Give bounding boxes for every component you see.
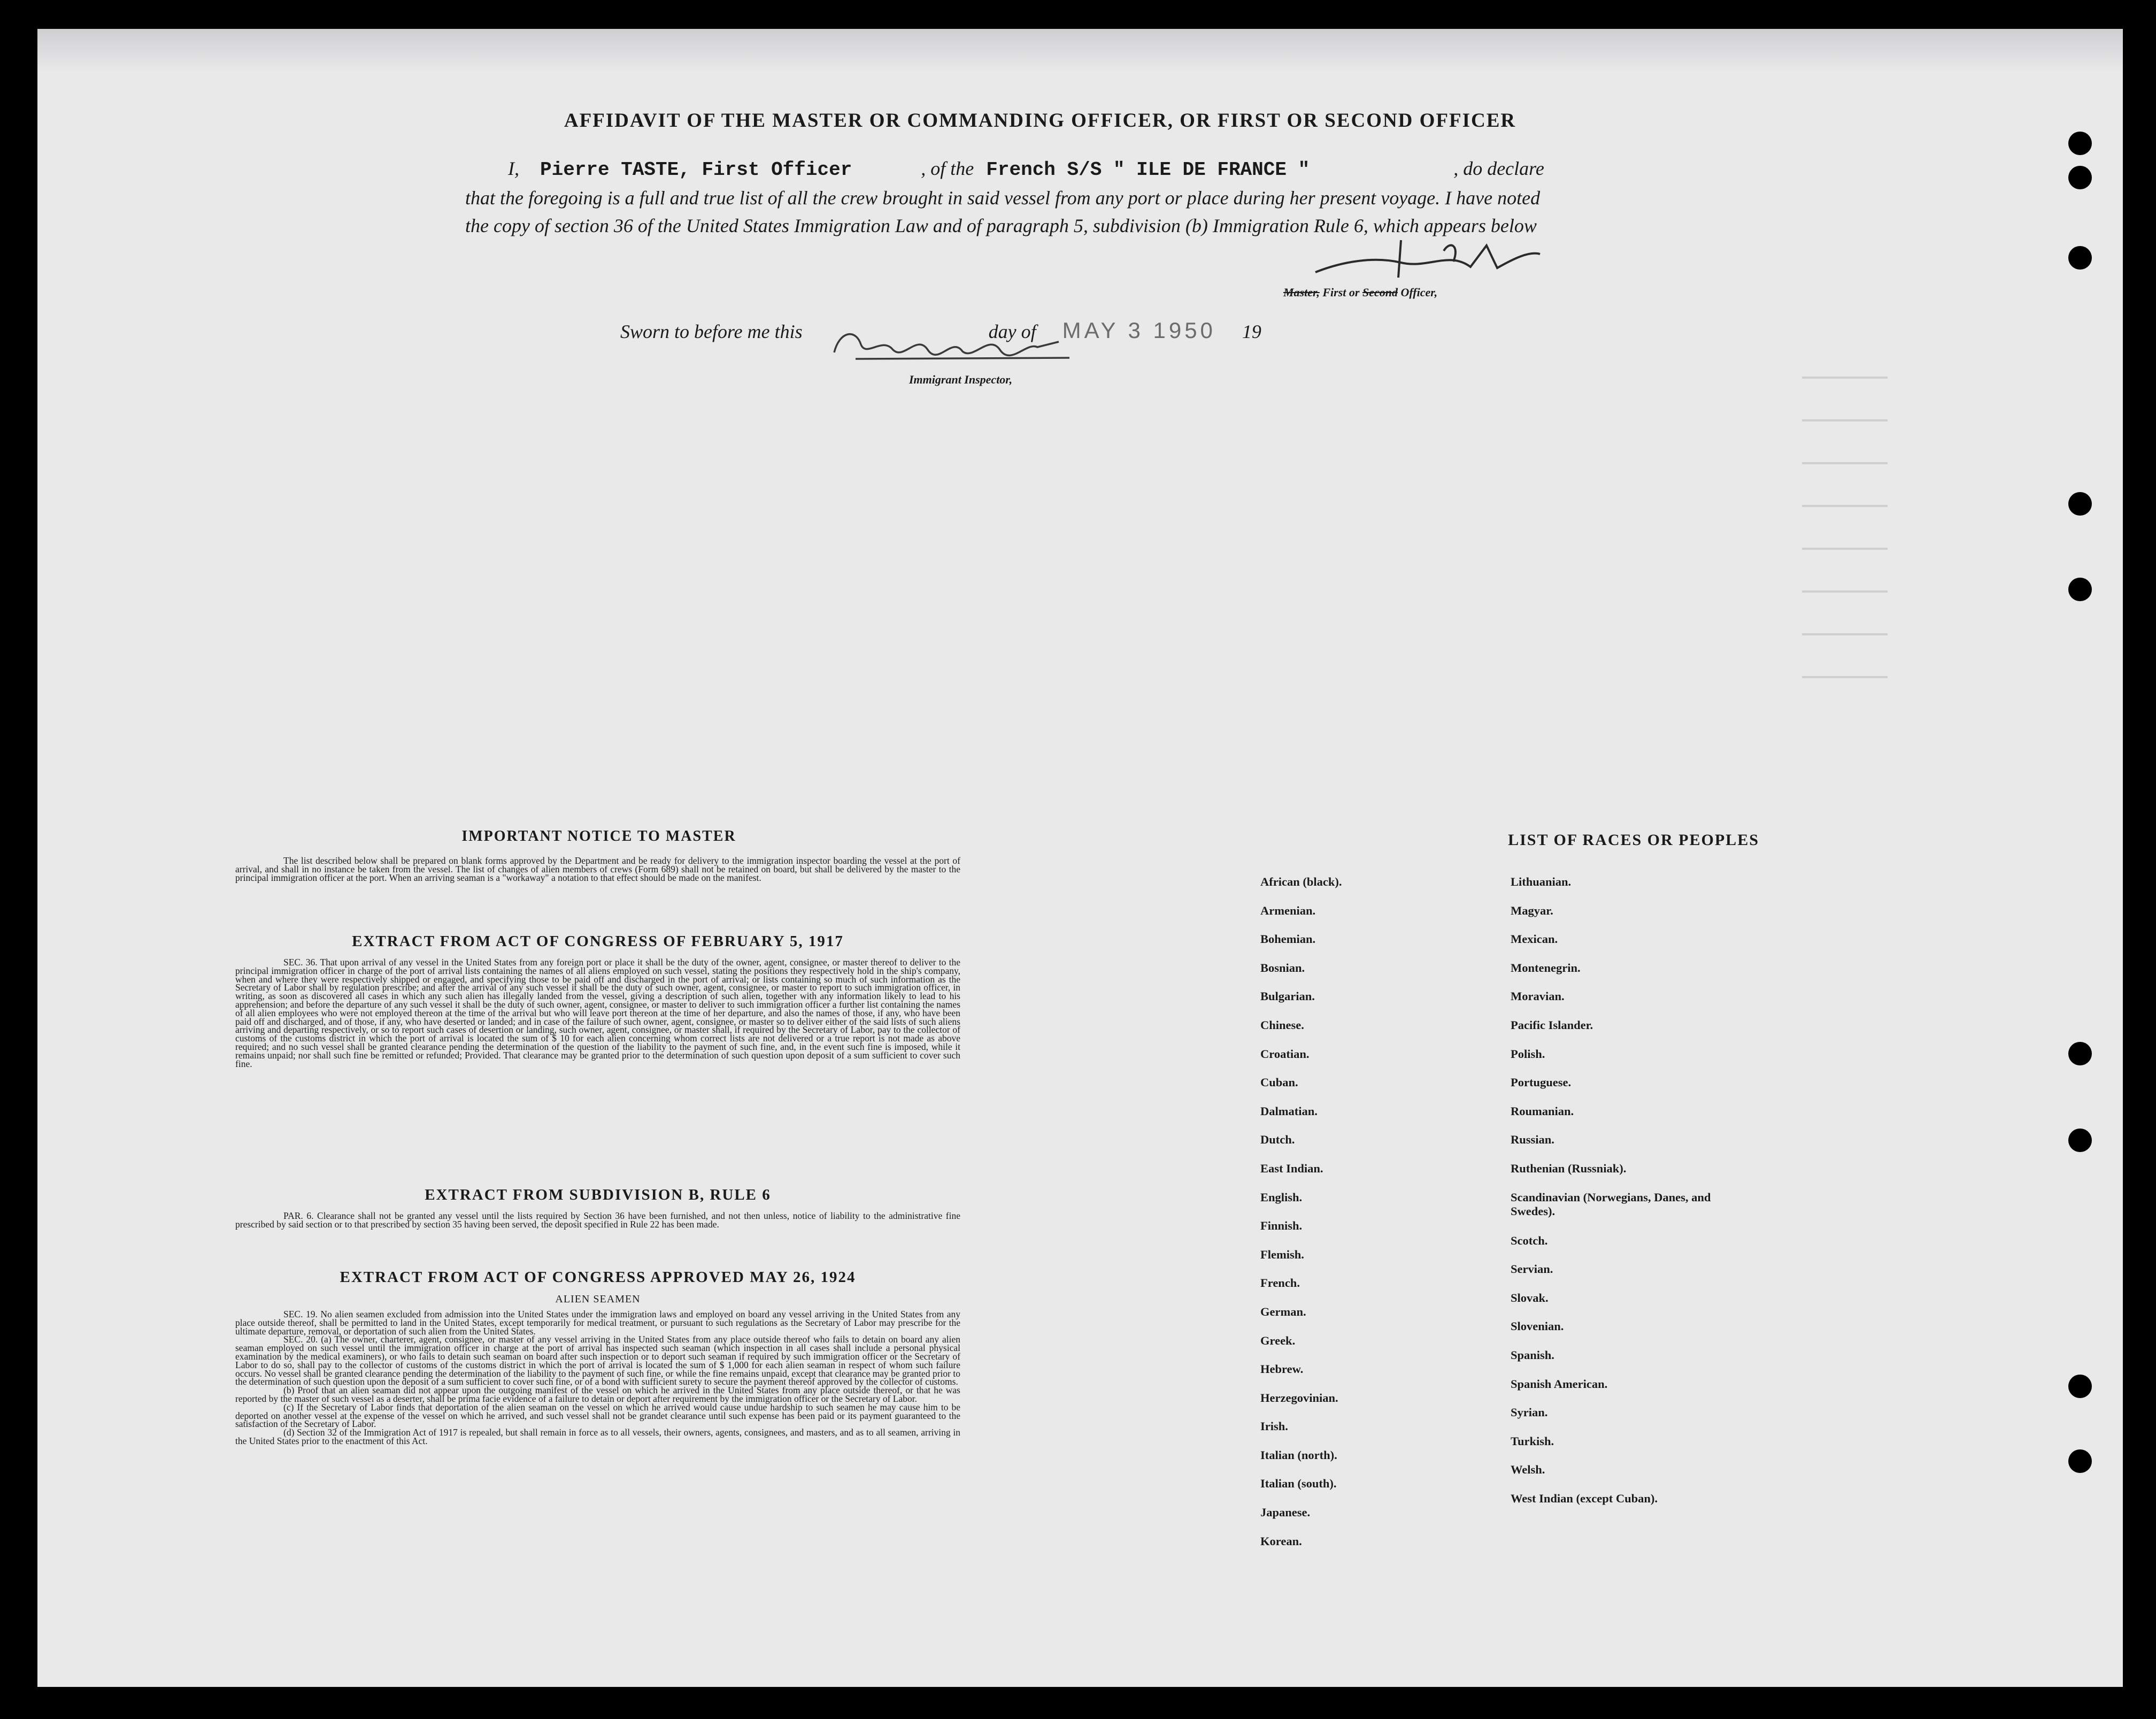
- extract-1917-title: EXTRACT FROM ACT OF CONGRESS OF FEBRUARY 5, 1917: [352, 933, 844, 950]
- vessel-name: French S/S " ILE DE FRANCE ": [986, 159, 1310, 181]
- binder-hole: [2068, 578, 2092, 601]
- races-list-title: LIST OF RACES OR PEOPLES: [1508, 831, 1759, 849]
- races-left-column: [1260, 875, 1485, 1563]
- race-item: Croatian.: [1260, 1047, 1310, 1061]
- affidavit-body-text: that the foregoing is a full and true list of all the crew brought in said vessel from any port or place during her present voyage. I have noted the copy of section 36 of the United States Immigration Law and of paragraph 5, subdivision (b) Immigration Rule 6, which appears below: [465, 187, 1541, 236]
- race-item: African (black).: [1260, 875, 1342, 888]
- section-20d-text: (d) Section 32 of the Immigration Act of 1917 is repealed, but shall remain in force as to all vessels, their owners, agents, consignees, and masters, and as to all seamen, arriving in the United States prior to the enactment of this Act.: [235, 1427, 960, 1446]
- binder-hole: [2068, 166, 2092, 189]
- section-19-20-text: [235, 1310, 960, 1446]
- master-signature-label: [1283, 286, 1437, 300]
- affidavit-i: I,: [508, 158, 519, 179]
- race-item: Cuban.: [1260, 1076, 1298, 1089]
- binder-hole: [2068, 492, 2092, 516]
- affidavit-title: AFFIDAVIT OF THE MASTER OR COMMANDING OFFICER, OR FIRST OR SECOND OFFICER: [564, 110, 1516, 132]
- race-item: Ruthenian (Russniak).: [1511, 1161, 1627, 1175]
- race-item: Portuguese.: [1511, 1076, 1572, 1089]
- inspector-signature: [823, 320, 1075, 369]
- manifest-page: [37, 29, 2123, 1687]
- race-item: Pacific Islander.: [1511, 1018, 1593, 1032]
- sworn-year: 19: [1242, 321, 1261, 342]
- race-item: Spanish.: [1511, 1348, 1554, 1362]
- affidavit-do-declare: , do declare: [1453, 158, 1544, 179]
- race-item: Bosnian.: [1260, 961, 1305, 974]
- race-item: Montenegrin.: [1511, 961, 1581, 974]
- race-item: Flemish.: [1260, 1247, 1304, 1261]
- race-item: Armenian.: [1260, 903, 1316, 917]
- race-item: Scandinavian (Norwegians, Danes, and Swedes).: [1511, 1190, 1711, 1218]
- race-item: Welsh.: [1511, 1463, 1545, 1477]
- race-item: West Indian (except Cuban).: [1511, 1491, 1658, 1505]
- section-20b-text: (b) Proof that an alien seaman did not appear upon the outgoing manifest of the vessel on which he arrived in the United States from any place outside thereof, or that he was reported by the master of such vessel as a deserter, shall be prima facie evidence of a failure to detain or deport after requirement by the immigration officer or the Secretary of Labor.: [235, 1385, 960, 1404]
- race-item: Dutch.: [1260, 1133, 1295, 1147]
- race-item: Slovenian.: [1511, 1319, 1564, 1333]
- master-signature: [1310, 229, 1545, 288]
- race-item: Korean.: [1260, 1534, 1302, 1548]
- race-item: Dalmatian.: [1260, 1104, 1318, 1118]
- label-second: Second: [1362, 286, 1398, 299]
- race-item: Italian (north).: [1260, 1448, 1337, 1462]
- section-36-text: SEC. 36. That upon arrival of any vessel in the United States from any foreign port or place it shall be the duty of the owner, agent, consignee, or master thereof to deliver to the principal immigration officer in charge of the port of arrival lists containing the names of all aliens employed on such vessel, stating the positions they respectively hold in the ship's company, when and where they were respectively shipped or engaged, and specifying those to be paid off and discharged in the port of arrival; or lists containing so much of such information as the Secretary of Labor shall by regulation prescribe; and after the arrival of any such vessel it shall be the duty of such owner, agent, consignee, or master to report to such immigration officer, in writing, as soon as discovered all cases in which any such alien has illegally landed from the vessel, giving a description of such alien, together with any information likely to lead to his apprehension; and before the departure of any such vessel it shall be the duty of such owner, agent, consignee, or master to deliver to such immigration officer a further list containing the names of all alien employees who were not employed thereon at the time of the arrival but who will leave port thereon at the time of her departure, and also the names of those, if any, who have been paid off and discharged, and of those, if any, who have deserted or landed; and in case of the failure of such owner, agent, consignee, or master so to deliver either of the said lists of such aliens arriving and departing respectively, or so to report such cases of desertion or landing, such owner, agent, consignee, or master shall, if required by the Secretary of Labor, pay to the collector of customs of the customs district in which the port of arrival is located the sum of $ 10 for each alien concerning whom correct lists are not delivered or a true report is not made as above required; and no such vessel shall be granted clearance pending the determination of the question of the liability to the payment of such fine, and, in the event such fine is imposed, while it remains unpaid; nor shall such fine be remitted or refunded; Provided. That clearance may be granted prior to the determination of such question upon deposit of a sum sufficient to cover such fine.: [235, 957, 960, 1069]
- alien-seamen-subtitle: ALIEN SEAMEN: [555, 1293, 641, 1305]
- race-item: Moravian.: [1511, 989, 1565, 1003]
- bleed-through-marks: [1802, 377, 2032, 719]
- binder-hole: [2068, 1129, 2092, 1152]
- affidavit-of-the: , of the: [921, 158, 974, 179]
- race-item: English.: [1260, 1190, 1303, 1204]
- race-item: Chinese.: [1260, 1018, 1304, 1032]
- races-right-column: [1511, 875, 1735, 1520]
- race-item: German.: [1260, 1304, 1306, 1318]
- paragraph-6-text: PAR. 6. Clearance shall not be granted any vessel until the lists required by Section 36 have been furnished, and not then unless, notice of liability to the administrative fine prescribed by said section or to that prescribed by section 35 having been served, the deposit specified in Rule 22 has been made.: [235, 1210, 960, 1230]
- extract-1924-title: EXTRACT FROM ACT OF CONGRESS APPROVED MAY 26, 1924: [340, 1269, 856, 1286]
- affidavit-first-line: [465, 155, 1561, 184]
- race-item: Mexican.: [1511, 932, 1558, 946]
- race-item: Russian.: [1511, 1133, 1554, 1147]
- race-item: French.: [1260, 1276, 1300, 1290]
- race-item: Polish.: [1511, 1047, 1545, 1061]
- race-item: Servian.: [1511, 1262, 1553, 1276]
- extract-rule6-title: EXTRACT FROM SUBDIVISION B, RULE 6: [425, 1186, 771, 1203]
- page-top-shading: [37, 29, 2123, 72]
- race-item: Finnish.: [1260, 1219, 1303, 1233]
- binder-hole: [2068, 1042, 2092, 1065]
- race-item: Magyar.: [1511, 903, 1553, 917]
- inspector-label: Immigrant Inspector,: [909, 373, 1013, 386]
- race-item: East Indian.: [1260, 1161, 1323, 1175]
- notice-body: The list described below shall be prepared on blank forms approved by the Department and be ready for delivery to the immigration inspector boarding the vessel at the port of arrival, and shall in no instance be taken from the vessel. The list of changes of alien members of crews (Form 689) shall not be retained on board, but shall be delivered by the master to the principal immigration officer at the port. When an arriving seaman is a "workaway" a notation to that effect should be made on the manifest.: [235, 855, 960, 883]
- section-19-text: SEC. 19. No alien seamen excluded from admission into the United States under the immigration laws and employed on board any vessel arriving in the United States from any place outside thereof, shall be permitted to land in the United States, except temporarily for medical treatment, or pursuant to such regulations as the Secretary of Labor may prescribe for the ultimate departure, removal, or deportation of such alien from the United States.: [235, 1309, 960, 1337]
- race-item: Hebrew.: [1260, 1362, 1304, 1376]
- label-officer: Officer,: [1400, 286, 1438, 299]
- race-item: Bohemian.: [1260, 932, 1316, 946]
- label-first: First or: [1322, 286, 1360, 299]
- race-item: Turkish.: [1511, 1434, 1554, 1448]
- affidavit-declaration: [465, 155, 1561, 240]
- race-item: Slovak.: [1511, 1291, 1549, 1304]
- binder-hole: [2068, 132, 2092, 155]
- race-item: Bulgarian.: [1260, 989, 1315, 1003]
- section-20c-text: (c) If the Secretary of Labor finds that deportation of the alien seaman on the vessel on which he arrived would cause undue hardship to such seamen he may cause him to be deported on another vessel at the expense of the vessel on which he arrived, and such vessel shall not be grandet clearance until such expense has been paid or its payment guaranteed to the satisfaction of the Secretary of Labor.: [235, 1401, 960, 1430]
- race-item: Roumanian.: [1511, 1104, 1574, 1118]
- race-item: Italian (south).: [1260, 1477, 1337, 1491]
- race-item: Syrian.: [1511, 1406, 1548, 1419]
- section-20a-text: SEC. 20. (a) The owner, charterer, agent, consignee, or master of any vessel arriving in the United States from any place outside thereof who fails to detain on board any alien seaman employed on such vessel until the immigration officer in charge at the port of arrival has inspected such seaman (which inspection in all cases shall include a personal physical examination by the medical examiners), or who fails to detain such seaman on board after such inspection or to deport such seaman if required by such immigration officer or the Secretary of Labor to do so, shall pay to the collector of customs of the customs district in which the port of arrival is located the sum of $ 1,000 for each alien seaman in respect of whom such failure occurs. No vessel shall be granted clearance pending the determination of the liability to the payment of such fine, or while the fine remains unpaid, except that clearance may be granted prior to the determination of such question upon the deposit of a sum sufficient to cover such fine, or of a bond with sufficient surety to secure the payment thereof approved by the collector of customs.: [235, 1334, 960, 1387]
- race-item: Lithuanian.: [1511, 875, 1572, 888]
- binder-hole: [2068, 246, 2092, 270]
- binder-hole: [2068, 1449, 2092, 1473]
- date-stamp: MAY 3 1950: [1062, 318, 1216, 343]
- label-master: Master,: [1283, 286, 1320, 299]
- race-item: Greek.: [1260, 1333, 1296, 1347]
- sworn-prefix: Sworn to before me this: [620, 321, 803, 342]
- officer-name: Pierre TASTE, First Officer: [540, 159, 852, 181]
- sworn-day-of: day of: [988, 321, 1036, 342]
- race-item: Spanish American.: [1511, 1377, 1608, 1391]
- race-item: Irish.: [1260, 1419, 1288, 1433]
- race-item: Herzegovinian.: [1260, 1391, 1338, 1405]
- binder-hole: [2068, 1375, 2092, 1398]
- race-item: Japanese.: [1260, 1506, 1311, 1520]
- race-item: Scotch.: [1511, 1233, 1548, 1247]
- notice-title: IMPORTANT NOTICE TO MASTER: [461, 828, 736, 845]
